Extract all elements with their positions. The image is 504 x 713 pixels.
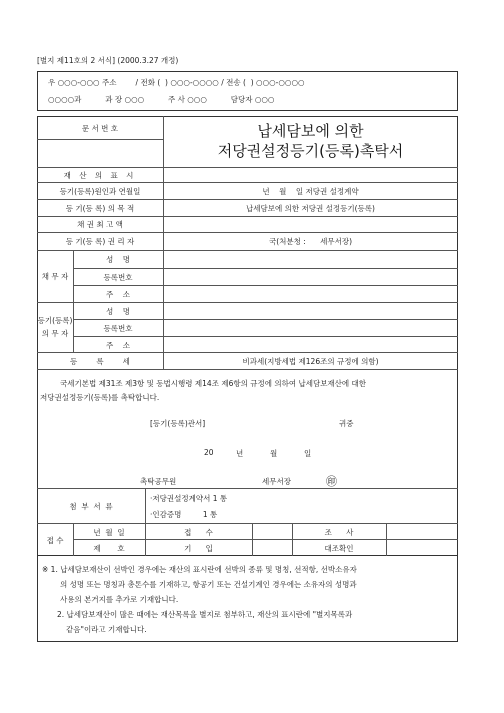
note-1-line3: 사용의 본거지를 추가로 기재합니다. [60,595,179,604]
received-label: 접 수 [184,528,213,537]
tax-office-head: 세무서장 [262,477,291,486]
debtor-label: 채 무 자 [41,272,69,281]
attachment-item-seal-cert: ·인감증명 1 통 [150,510,218,519]
registration-tax-label: 등 록 세 [70,357,130,366]
header-staff-line: ○○○○과 과 장 ○○○ 주 사 ○○○ 담당자 ○○○ [48,95,275,104]
max-claim-label: 채 권 최 고 액 [77,220,123,229]
note-2-line1: 2. 납세담보재산이 많은 때에는 재산목록을 별지로 첨부하고, 재산의 표시란에 "별지목록과 [57,610,353,619]
obligor-reg-no-label: 등록번호 [103,324,133,333]
note-2-line2: 같음"이라고 기재합니다. [66,625,147,634]
body-text-line1: 국세기본법 제31조 제3항 및 동법시행령 제14조 제6항의 규정에 의하여 납세담보재산에 대한 [60,379,367,388]
form-reference: [별지 제11호의 2 서식] (2000.3.27 개정) [37,56,179,65]
honorific: 귀중 [339,419,354,428]
date-month-unit: 월 [270,449,278,458]
receipt-label: 접 수 [46,536,64,545]
registration-tax-value: 비과세(지방세법 제126조의 규정에 의함) [242,357,379,366]
date-year-unit: 년 [236,449,244,458]
seal-mark: ㊞ [326,475,337,488]
date-day-unit: 일 [304,449,312,458]
purpose-value: 납세담보에 의한 저당권 설정등기(등록) [246,204,375,213]
registry-office-label: [등기(등록)관서] [150,419,206,428]
body-text-line2: 저당권설정등기(등록)를 촉탁합니다. [40,393,160,402]
debtor-name-label: 성 명 [105,255,131,264]
header-address-line: 우 ○○○-○○○ 주소 / 전화 ( ) ○○○-○○○○ / 전송 ( ) ○○○-○○○○ [48,78,305,87]
rights-holder-label: 등 기(등 록) 권 리 자 [65,237,135,246]
attachment-item-contract: ·저당권설정계약서 1 통 [150,494,228,503]
ledger-check-label: 대조확인 [324,544,354,553]
debtor-reg-no-label: 등록번호 [103,273,133,282]
divider [37,139,163,140]
form-title-line1: 납세담보에 의한 [257,122,364,140]
rights-holder-value: 국(처분청 : 세무서장) [268,237,353,246]
purpose-label: 등 기(등 록) 의 목 적 [65,204,135,213]
debtor-address-label: 주 소 [105,290,131,299]
entry-label: 기 입 [184,544,213,553]
obligor-label-line2: 의 무 자 [41,329,69,338]
receipt-number-label: 제 호 [93,544,125,553]
form-title-line2: 저당권설정등기(등록)촉탁서 [217,142,404,160]
receipt-date-label: 년 월 일 [93,528,125,537]
date-year: 20 [204,448,214,457]
doc-number-label: 문 서 번 호 [81,124,119,133]
obligor-label-line1: 등기(등록) [37,316,73,325]
cause-value: 년 월 일 저당권 설정계약 [262,187,359,196]
attachments-label: 첨 부 서 류 [69,502,113,511]
property-label: 재 산 의 표 시 [63,171,137,180]
investigation-label: 조 사 [324,528,354,537]
note-1-line1: ※ 1. 납세담보재산이 선박인 경우에는 재산의 표시란에 선박의 종류 및 명칭, 선적항, 선박소유자 [42,565,357,574]
note-1-line2: 의 성명 또는 명칭과 총톤수를 기재하고, 항공기 또는 건설기계인 경우에는 소유자의 성명과 [60,580,357,589]
obligor-name-label: 성 명 [105,307,131,316]
cause-label: 등기(등록)원인과 연월일 [59,187,141,196]
obligor-address-label: 주 소 [105,341,131,350]
requesting-official: 촉탁공무원 [140,477,177,486]
